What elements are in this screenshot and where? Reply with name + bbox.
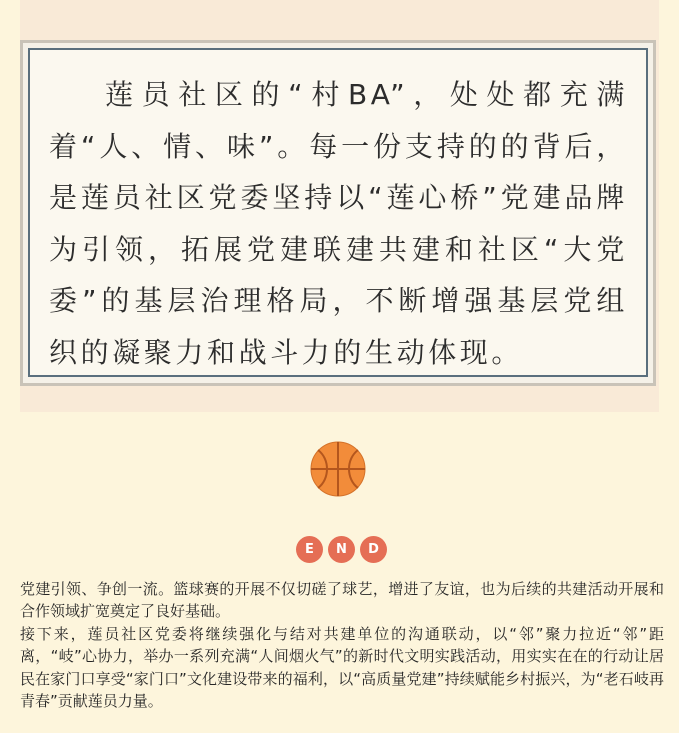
end-badges xyxy=(296,536,387,564)
quote-text: 莲员社区的“村BA”，处处都充满着“人、情、味”。每一份支持的的背后，是莲员社区党委坚持以“莲心桥”党建品牌为引领，拓展党建联建共建和社区“大党委”的基层治理格局，不断增强基层党组织的凝聚力和战斗力的生动体现。 xyxy=(49,78,628,369)
end-badge-d: D xyxy=(360,536,387,563)
body-paragraph-1: 党建引领、争创一流。篮球赛的开展不仅切磋了球艺，增进了友谊，也为后续的共建活动开展和合作领域扩宽奠定了良好基础。 xyxy=(20,580,664,621)
end-badge-e: E xyxy=(296,536,323,563)
body-paragraph-2: 接下来，莲员社区党委将继续强化与结对共建单位的沟通联动，以“邻”聚力拉近“邻”距离，“岐”心协力，举办一系列充满“人间烟火气”的新时代文明实践活动，用实实在在的行动让居民在家门口享受“家门口”文化建设带来的福利，以“高质量党建”持续赋能乡村振兴，为“老石岐再青春”贡献莲员力量。 xyxy=(20,624,664,711)
quote-frame xyxy=(20,40,656,386)
article-body xyxy=(20,578,664,712)
quote-box xyxy=(28,48,648,377)
basketball-icon xyxy=(310,441,366,497)
end-badge-n: N xyxy=(328,536,355,563)
